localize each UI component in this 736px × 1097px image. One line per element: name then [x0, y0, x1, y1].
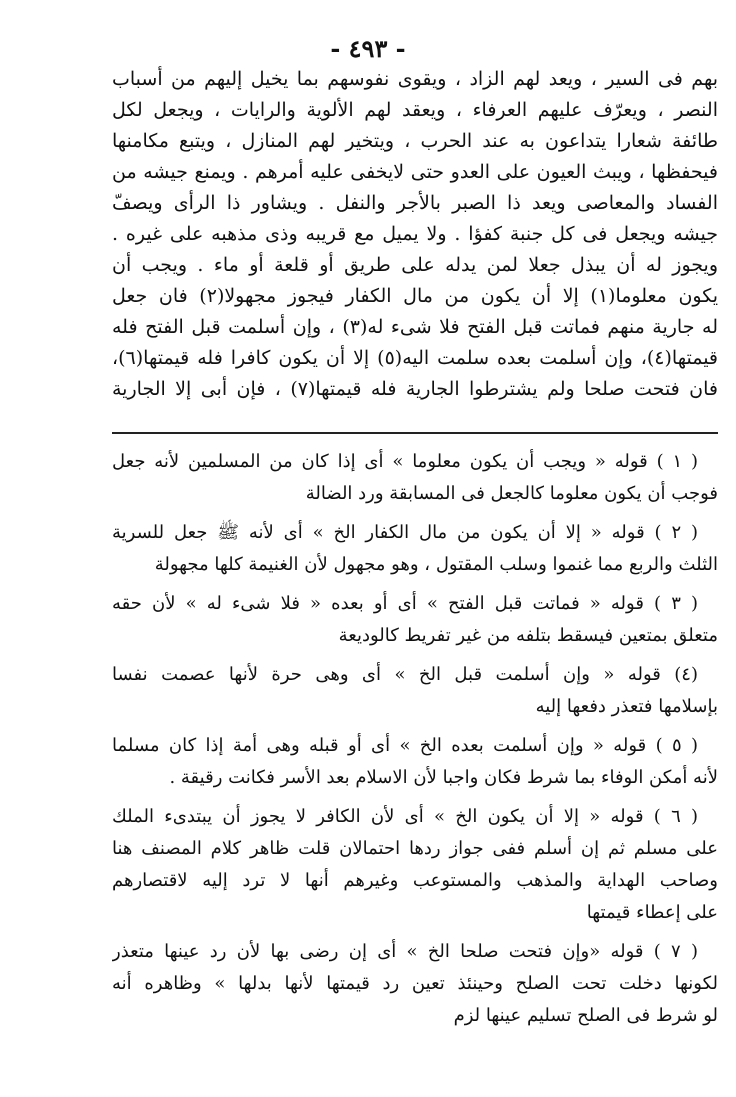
- main-text-line: فيحفظها ، ويبث العيون على العدو حتى لايخفى عليه أمرهم . ويمنع جيشه من: [112, 161, 718, 183]
- footnote-line: لو شرط فى الصلح تسليم عينها لزم: [453, 1005, 718, 1026]
- footnote-line: لأنه أمكن الوفاء بما شرط فكان واجبا لأن الاسلام بعد الأسر فكانت رقيقة .: [169, 767, 718, 788]
- main-text-line: الفساد والمعاصى ويعد ذا الصبر بالأجر والنفل . ويشاور ذا الرأى ويصفّ: [112, 192, 718, 214]
- footnote-line: بإسلامها فتعذر دفعها إليه: [535, 696, 718, 717]
- footnote-7: [112, 936, 718, 1032]
- footnote-line: الثلث والربع مما غنموا وسلب المقتول ، وهو مجهول لأن الغنيمة كلها مجهولة: [154, 554, 718, 575]
- footnote-line: (٤) قوله « وإن أسلمت قبل الخ » أى وهى حرة لأنها عصمت نفسا: [112, 664, 698, 685]
- main-text-line: النصر ، ويعرّف عليهم العرفاء ، ويعقد لهم الألوية والرايات ، ويجعل لكل: [112, 99, 718, 121]
- footnote-line: لكونها دخلت تحت الصلح وحينئذ تعين رد قيمتها لأنها بدلها » وظاهره أنه: [112, 973, 718, 994]
- footnote-5: [112, 730, 718, 794]
- main-text: [112, 64, 718, 405]
- main-text-line: ويجوز له أن يبذل جعلا لمن يدله على طريق أو قلعة أو ماء . ويجب أن: [112, 254, 718, 276]
- footnote-line: ( ١ ) قوله « ويجب أن يكون معلوما » أى إذا كان من المسلمين لأنه جعل: [112, 451, 699, 472]
- footnotes: [112, 446, 718, 1039]
- footnote-line: على مسلم ثم إن أسلم ففى جواز ردها احتمالان قلت ظاهر كلام المصنف هنا: [112, 838, 718, 859]
- main-text-line: بهم فى السير ، ويعد لهم الزاد ، ويقوى نفوسهم بما يخيل إليهم من أسباب: [112, 68, 718, 90]
- footnote-1: [112, 446, 718, 510]
- footnote-6: [112, 801, 718, 929]
- footnote-line: ( ٧ ) قوله «وإن فتحت صلحا الخ » أى إن رضى بها لأن رد عينها متعذر: [112, 941, 698, 962]
- main-text-line: فان فتحت صلحا ولم يشترطوا الجارية فله قيمتها(٧) ، فإن أبى إلا الجارية: [112, 378, 718, 400]
- footnote-line: وصاحب الهداية والمذهب والمستوعب وغيرهم أنها لا ترد إليه لاقتصارهم: [112, 870, 718, 891]
- footnote-line: ( ٦ ) قوله « إلا أن يكون الخ » أى لأن الكافر لا يجوز أن يبتدىء الملك: [112, 806, 698, 827]
- main-text-line: قيمتها(٤)، وإن أسلمت بعده سلمت اليه(٥) إلا أن يكون كافرا فله قيمتها(٦)،: [112, 347, 718, 369]
- main-text-line: يكون معلوما(١) إلا أن يكون من مال الكفار فيجوز مجهولا(٢) فان جعل: [112, 285, 718, 307]
- main-text-line: له جارية منهم فماتت قبل الفتح فلا شىء له(٣) ، وإن أسلمت قبل الفتح فله: [112, 316, 718, 338]
- footnote-line: ( ٢ ) قوله « إلا أن يكون من مال الكفار الخ » أى لأنه ﷺ جعل للسرية: [112, 522, 698, 543]
- page-number: - ٤٩٣ -: [330, 34, 406, 63]
- footnote-4: [112, 659, 718, 723]
- footnote-3: [112, 588, 718, 652]
- footnote-line: فوجب أن يكون معلوما كالجعل فى المسابقة ورد الضالة: [305, 483, 718, 504]
- main-text-line: جيشه ويجعل فى كل جنبة كفؤا . ولا يميل مع قريبه وذى مذهبه على غيره .: [112, 223, 718, 245]
- footnote-2: [112, 517, 718, 581]
- footnote-line: ( ٣ ) قوله « فماتت قبل الفتح » أى أو بعده « فلا شىء له » لأن حقه: [112, 593, 698, 614]
- footnote-line: ( ٥ ) قوله « وإن أسلمت بعده الخ » أى أو قبله وهى أمة إذا كان مسلما: [112, 735, 699, 756]
- main-text-line: طائفة شعارا يتداعون به عند الحرب ، ويتخير لهم المنازل ، ويتبع مكامنها: [112, 130, 718, 152]
- footnote-line: متعلق بمتعين فيسقط بتلفه من غير تفريط كالوديعة: [338, 625, 718, 646]
- footnote-divider: [112, 432, 718, 434]
- footnote-line: على إعطاء قيمتها: [586, 902, 718, 923]
